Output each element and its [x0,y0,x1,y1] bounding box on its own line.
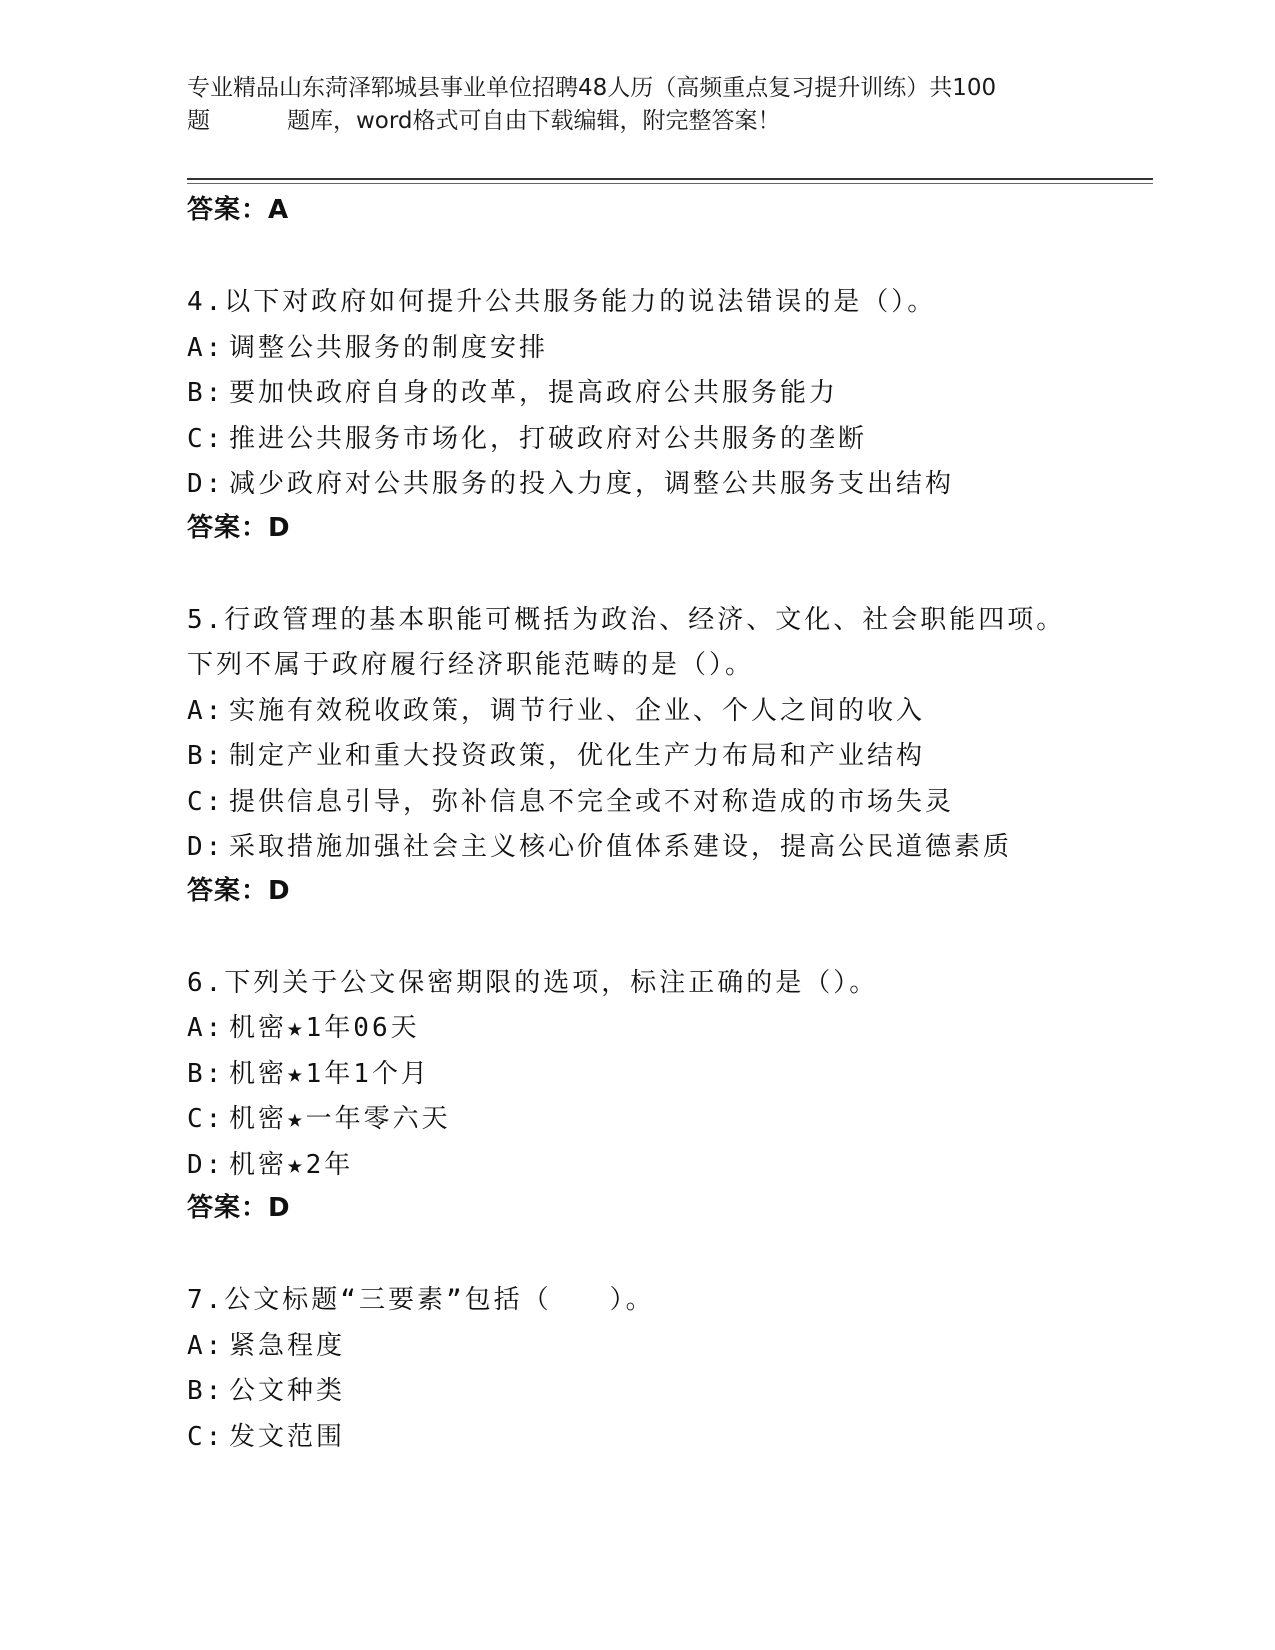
option-text: 提供信息引导，弥补信息不完全或不对称造成的市场失灵 [229,786,955,817]
question-item [187,598,1147,917]
option-text: 采取措施加强社会主义核心价值体系建设，提高公民道德素质 [229,832,1013,862]
document-header [187,72,1087,138]
option-key: C: [187,423,225,454]
option-text: 机密★1年1个月 [229,1058,430,1089]
question-text: 4.以下对政府如何提升公共服务能力的说法错误的是（）。 [187,287,937,317]
header-divider-thin [187,183,1153,184]
option-a [187,326,1147,372]
answer-line: 答案：D [187,1193,291,1223]
option-text: 推进公共服务市场化，打破政府对公共服务的垄断 [229,423,868,454]
answer-line: 答案：A [187,195,290,225]
answer-line: 答案：D [187,512,291,543]
option-text: 公文种类 [229,1376,346,1406]
question-text: 7.公文标题“三要素”包括（ ）。 [187,1285,655,1315]
option-text: 机密★1年06天 [229,1013,420,1043]
option-key: D: [187,832,225,862]
option-a [187,1324,1147,1370]
option-b [187,1369,1147,1415]
option-key: A: [187,1330,225,1361]
question-item [187,1278,1147,1460]
option-key: A: [187,332,225,363]
option-c [187,417,1147,463]
option-a [187,689,1147,735]
option-text: 调整公共服务的制度安排 [229,332,549,363]
option-text: 减少政府对公共服务的投入力度，调整公共服务支出结构 [229,469,955,499]
question-item [187,961,1147,1235]
question-list [187,190,1147,1460]
option-text: 紧急程度 [229,1330,346,1361]
option-key: B: [187,378,225,408]
option-b [187,371,1147,417]
question-text-continued: 下列不属于政府履行经济职能范畴的是（）。 [187,650,755,680]
option-b [187,734,1147,780]
answer-line: 答案：D [187,875,291,906]
question-item [187,280,1147,554]
header-line-1: 专业精品山东菏泽郓城县事业单位招聘48人历（高频重点复习提升训练）共100 [187,75,997,101]
option-text: 机密★一年零六天 [229,1104,451,1134]
option-d [187,462,1147,508]
question-text: 5.行政管理的基本职能可概括为政治、经济、文化、社会职能四项。 [187,604,1066,635]
header-line-2-text: 题库，word格式可自由下载编辑，附完整答案！ [287,108,781,134]
option-key: C: [187,786,225,817]
option-key: D: [187,469,225,499]
option-text: 机密★2年 [229,1149,354,1180]
header-divider-thick [187,178,1153,180]
option-key: B: [187,1058,225,1089]
header-line-2-prefix: 题 [187,108,210,134]
option-key: D: [187,1149,225,1180]
option-key: A: [187,695,225,726]
question-text: 6.下列关于公文保密期限的选项，标注正确的是（）。 [187,967,879,998]
header-line-2 [187,105,1087,138]
option-c [187,1415,1147,1461]
option-text: 实施有效税收政策，调节行业、企业、个人之间的收入 [229,695,926,726]
option-key: B: [187,1376,225,1406]
option-key: A: [187,1013,225,1043]
option-text: 制定产业和重大投资政策，优化生产力布局和产业结构 [229,741,926,771]
option-key: B: [187,741,225,771]
option-d [187,825,1147,871]
option-a [187,1006,1147,1052]
option-text: 发文范围 [229,1421,346,1452]
option-key: C: [187,1421,225,1452]
option-d [187,1143,1147,1189]
option-key: C: [187,1104,225,1134]
option-c [187,780,1147,826]
option-text: 要加快政府自身的改革，提高政府公共服务能力 [229,378,839,408]
option-c [187,1097,1147,1143]
option-b [187,1052,1147,1098]
